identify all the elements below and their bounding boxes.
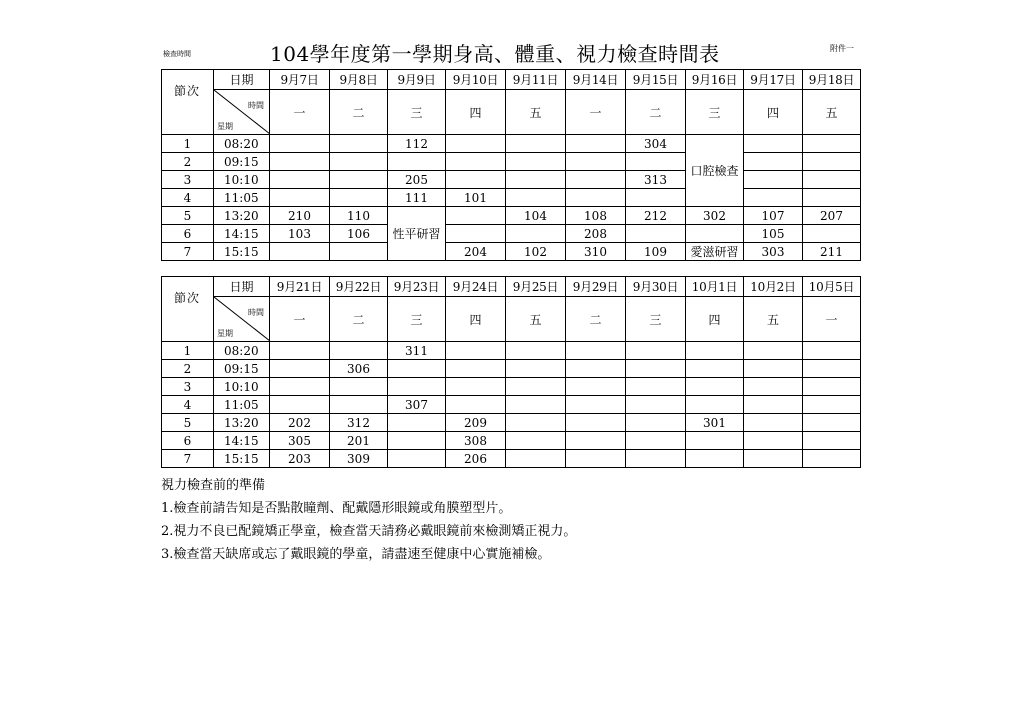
class-cell bbox=[446, 378, 506, 396]
class-cell bbox=[330, 378, 388, 396]
class-cell bbox=[446, 396, 506, 414]
class-cell bbox=[566, 153, 626, 171]
class-cell: 303 bbox=[744, 243, 803, 261]
class-cell bbox=[506, 135, 566, 153]
class-cell: 301 bbox=[686, 414, 744, 432]
weekday-axis-label: 星期 bbox=[217, 122, 233, 131]
class-cell bbox=[626, 360, 686, 378]
weekday-cell: 三 bbox=[388, 90, 446, 135]
class-cell: 204 bbox=[446, 243, 506, 261]
date-cell: 9月30日 bbox=[626, 277, 686, 297]
class-cell bbox=[566, 342, 626, 360]
date-cell: 9月16日 bbox=[686, 70, 744, 90]
class-cell bbox=[388, 153, 446, 171]
period-number: 6 bbox=[162, 225, 214, 243]
table-row bbox=[162, 243, 861, 261]
weekday-cell: 二 bbox=[330, 90, 388, 135]
class-cell: 209 bbox=[446, 414, 506, 432]
class-cell bbox=[803, 135, 861, 153]
table-row bbox=[162, 135, 861, 153]
class-cell bbox=[744, 171, 803, 189]
note-item-2: 2.視力不良已配鏡矯正學童，檢查當天請務必戴眼鏡前來檢測矯正視力。 bbox=[161, 524, 577, 539]
class-cell bbox=[506, 432, 566, 450]
class-cell bbox=[686, 342, 744, 360]
class-cell bbox=[506, 414, 566, 432]
class-cell: 107 bbox=[744, 207, 803, 225]
date-cell: 9月23日 bbox=[388, 277, 446, 297]
note-item-1: 1.檢查前請告知是否點散瞳劑、配戴隱形眼鏡或角膜塑型片。 bbox=[161, 501, 512, 516]
class-cell: 305 bbox=[270, 432, 330, 450]
table-row bbox=[162, 450, 861, 468]
class-cell bbox=[506, 378, 566, 396]
time-axis-label: 時間 bbox=[248, 101, 264, 110]
class-cell bbox=[330, 153, 388, 171]
class-cell: 103 bbox=[270, 225, 330, 243]
table-row bbox=[162, 414, 861, 432]
class-cell bbox=[566, 378, 626, 396]
class-cell bbox=[506, 360, 566, 378]
time-cell: 11:05 bbox=[214, 396, 270, 414]
period-number: 2 bbox=[162, 153, 214, 171]
time-axis-label: 時間 bbox=[248, 308, 264, 317]
table-row bbox=[162, 189, 861, 207]
class-cell: 111 bbox=[388, 189, 446, 207]
weekday-cell: 四 bbox=[446, 90, 506, 135]
class-cell bbox=[506, 189, 566, 207]
page-title: 104學年度第一學期身高、體重、視力檢查時間表 bbox=[270, 42, 720, 66]
class-cell bbox=[566, 396, 626, 414]
class-cell bbox=[626, 378, 686, 396]
class-cell: 212 bbox=[626, 207, 686, 225]
class-cell bbox=[446, 360, 506, 378]
class-cell bbox=[626, 225, 686, 243]
date-cell: 9月15日 bbox=[626, 70, 686, 90]
class-cell bbox=[270, 243, 330, 261]
period-number: 5 bbox=[162, 414, 214, 432]
class-cell: 211 bbox=[803, 243, 861, 261]
table-row bbox=[162, 207, 861, 225]
time-cell: 08:20 bbox=[214, 342, 270, 360]
class-cell: 102 bbox=[506, 243, 566, 261]
period-number: 4 bbox=[162, 396, 214, 414]
class-cell bbox=[803, 414, 861, 432]
class-cell bbox=[744, 360, 803, 378]
class-cell bbox=[626, 450, 686, 468]
class-cell bbox=[446, 135, 506, 153]
class-cell bbox=[566, 450, 626, 468]
notes-heading: 視力檢查前的準備 bbox=[161, 478, 266, 493]
weekday-cell: 三 bbox=[626, 297, 686, 342]
class-cell bbox=[330, 396, 388, 414]
class-cell bbox=[686, 396, 744, 414]
class-cell bbox=[626, 432, 686, 450]
class-cell: 308 bbox=[446, 432, 506, 450]
schedule-table-1 bbox=[161, 69, 861, 261]
attachment-label: 附件一 bbox=[830, 44, 854, 53]
class-cell bbox=[803, 378, 861, 396]
class-cell bbox=[506, 396, 566, 414]
period-number: 6 bbox=[162, 432, 214, 450]
class-cell: 206 bbox=[446, 450, 506, 468]
time-cell: 10:10 bbox=[214, 171, 270, 189]
class-cell: 105 bbox=[744, 225, 803, 243]
class-cell bbox=[566, 135, 626, 153]
class-cell bbox=[803, 432, 861, 450]
class-cell: 302 bbox=[686, 207, 744, 225]
time-cell: 08:20 bbox=[214, 135, 270, 153]
class-cell: 104 bbox=[506, 207, 566, 225]
weekday-cell: 四 bbox=[744, 90, 803, 135]
class-cell bbox=[803, 360, 861, 378]
time-cell: 14:15 bbox=[214, 432, 270, 450]
period-header-label: 節次 bbox=[174, 84, 201, 98]
weekday-header-row bbox=[162, 297, 861, 342]
class-cell bbox=[803, 450, 861, 468]
time-cell: 13:20 bbox=[214, 207, 270, 225]
period-header bbox=[162, 277, 214, 342]
class-cell bbox=[686, 360, 744, 378]
date-cell: 9月8日 bbox=[330, 70, 388, 90]
table-row bbox=[162, 432, 861, 450]
class-cell bbox=[270, 360, 330, 378]
class-cell bbox=[270, 396, 330, 414]
class-cell bbox=[566, 171, 626, 189]
time-cell: 09:15 bbox=[214, 360, 270, 378]
period-number: 5 bbox=[162, 207, 214, 225]
class-cell bbox=[388, 360, 446, 378]
date-cell: 10月1日 bbox=[686, 277, 744, 297]
class-cell: 110 bbox=[330, 207, 388, 225]
class-cell bbox=[626, 189, 686, 207]
class-cell: 311 bbox=[388, 342, 446, 360]
class-cell bbox=[506, 171, 566, 189]
table-row bbox=[162, 153, 861, 171]
date-cell: 10月5日 bbox=[803, 277, 861, 297]
class-cell: 106 bbox=[330, 225, 388, 243]
weekday-cell: 三 bbox=[686, 90, 744, 135]
weekday-cell: 五 bbox=[744, 297, 803, 342]
table-row bbox=[162, 225, 861, 243]
class-cell bbox=[566, 414, 626, 432]
class-cell: 306 bbox=[330, 360, 388, 378]
class-cell bbox=[330, 171, 388, 189]
weekday-cell: 三 bbox=[388, 297, 446, 342]
time-cell: 09:15 bbox=[214, 153, 270, 171]
class-cell bbox=[506, 153, 566, 171]
class-cell bbox=[744, 189, 803, 207]
date-cell: 9月9日 bbox=[388, 70, 446, 90]
period-number: 7 bbox=[162, 243, 214, 261]
period-number: 4 bbox=[162, 189, 214, 207]
class-cell bbox=[686, 378, 744, 396]
notes-section bbox=[161, 474, 576, 566]
weekday-cell: 一 bbox=[566, 90, 626, 135]
period-number: 3 bbox=[162, 171, 214, 189]
class-cell bbox=[270, 153, 330, 171]
class-cell bbox=[803, 153, 861, 171]
schedule-table-2 bbox=[161, 276, 861, 468]
date-cell: 10月2日 bbox=[744, 277, 803, 297]
period-number: 1 bbox=[162, 135, 214, 153]
date-header-row bbox=[162, 277, 861, 297]
class-cell: 304 bbox=[626, 135, 686, 153]
class-cell bbox=[803, 189, 861, 207]
corner-label-left: 檢查時間 bbox=[163, 50, 191, 58]
class-cell bbox=[388, 414, 446, 432]
class-cell: 210 bbox=[270, 207, 330, 225]
period-header bbox=[162, 70, 214, 135]
class-cell bbox=[744, 450, 803, 468]
date-cell: 9月29日 bbox=[566, 277, 626, 297]
class-cell bbox=[330, 243, 388, 261]
weekday-cell: 一 bbox=[270, 90, 330, 135]
class-cell: 207 bbox=[803, 207, 861, 225]
class-cell: 307 bbox=[388, 396, 446, 414]
class-cell bbox=[566, 189, 626, 207]
class-cell bbox=[626, 396, 686, 414]
class-cell bbox=[626, 153, 686, 171]
class-cell bbox=[803, 225, 861, 243]
class-cell bbox=[270, 378, 330, 396]
class-cell bbox=[803, 396, 861, 414]
date-cell: 9月21日 bbox=[270, 277, 330, 297]
class-cell bbox=[686, 225, 744, 243]
time-cell: 15:15 bbox=[214, 450, 270, 468]
class-cell bbox=[626, 414, 686, 432]
class-cell: 202 bbox=[270, 414, 330, 432]
class-cell bbox=[744, 414, 803, 432]
class-cell: 201 bbox=[330, 432, 388, 450]
class-cell bbox=[446, 171, 506, 189]
class-cell bbox=[506, 342, 566, 360]
weekday-cell: 一 bbox=[803, 297, 861, 342]
class-cell bbox=[330, 189, 388, 207]
class-cell bbox=[270, 189, 330, 207]
class-cell bbox=[803, 342, 861, 360]
class-cell bbox=[744, 396, 803, 414]
class-cell: 101 bbox=[446, 189, 506, 207]
class-cell bbox=[446, 153, 506, 171]
class-cell bbox=[506, 450, 566, 468]
time-cell: 13:20 bbox=[214, 414, 270, 432]
period-number: 2 bbox=[162, 360, 214, 378]
class-cell bbox=[744, 153, 803, 171]
weekday-cell: 二 bbox=[626, 90, 686, 135]
class-cell bbox=[446, 207, 506, 225]
time-cell: 10:10 bbox=[214, 378, 270, 396]
merged-cell-gender-study: 性平研習 bbox=[388, 207, 446, 261]
table-row bbox=[162, 396, 861, 414]
class-cell bbox=[446, 225, 506, 243]
class-cell bbox=[330, 135, 388, 153]
class-cell bbox=[270, 135, 330, 153]
class-cell bbox=[388, 378, 446, 396]
diagonal-header-cell bbox=[214, 90, 270, 135]
class-cell bbox=[270, 171, 330, 189]
date-cell: 9月10日 bbox=[446, 70, 506, 90]
weekday-cell: 二 bbox=[566, 297, 626, 342]
class-cell bbox=[744, 342, 803, 360]
date-cell: 9月7日 bbox=[270, 70, 330, 90]
period-number: 3 bbox=[162, 378, 214, 396]
table-row bbox=[162, 171, 861, 189]
period-header-label: 節次 bbox=[174, 291, 201, 305]
class-cell: 310 bbox=[566, 243, 626, 261]
class-cell bbox=[446, 342, 506, 360]
note-item-3: 3.檢查當天缺席或忘了戴眼鏡的學童，請盡速至健康中心實施補檢。 bbox=[161, 547, 551, 562]
time-cell: 14:15 bbox=[214, 225, 270, 243]
table-row bbox=[162, 342, 861, 360]
weekday-header-row bbox=[162, 90, 861, 135]
weekday-cell: 二 bbox=[330, 297, 388, 342]
class-cell bbox=[803, 171, 861, 189]
table-row bbox=[162, 378, 861, 396]
class-cell: 108 bbox=[566, 207, 626, 225]
date-cell: 9月24日 bbox=[446, 277, 506, 297]
time-cell: 11:05 bbox=[214, 189, 270, 207]
class-cell bbox=[270, 342, 330, 360]
date-cell: 9月17日 bbox=[744, 70, 803, 90]
class-cell: 208 bbox=[566, 225, 626, 243]
date-cell: 9月22日 bbox=[330, 277, 388, 297]
time-cell: 15:15 bbox=[214, 243, 270, 261]
weekday-cell: 一 bbox=[270, 297, 330, 342]
date-cell: 9月18日 bbox=[803, 70, 861, 90]
class-cell bbox=[626, 342, 686, 360]
class-cell: 205 bbox=[388, 171, 446, 189]
weekday-cell: 五 bbox=[506, 90, 566, 135]
class-cell bbox=[566, 432, 626, 450]
merged-cell-oral-check: 口腔檢查 bbox=[686, 135, 744, 207]
date-cell: 9月25日 bbox=[506, 277, 566, 297]
class-cell bbox=[506, 225, 566, 243]
weekday-cell: 五 bbox=[506, 297, 566, 342]
class-cell bbox=[566, 360, 626, 378]
date-header-label: 日期 bbox=[214, 70, 270, 90]
class-cell bbox=[744, 135, 803, 153]
diagonal-header-cell bbox=[214, 297, 270, 342]
weekday-cell: 五 bbox=[803, 90, 861, 135]
date-cell: 9月11日 bbox=[506, 70, 566, 90]
class-cell: 112 bbox=[388, 135, 446, 153]
class-cell: 愛滋研習 bbox=[686, 243, 744, 261]
date-header-row bbox=[162, 70, 861, 90]
weekday-axis-label: 星期 bbox=[217, 329, 233, 338]
class-cell bbox=[686, 450, 744, 468]
period-number: 7 bbox=[162, 450, 214, 468]
class-cell bbox=[686, 432, 744, 450]
class-cell: 109 bbox=[626, 243, 686, 261]
class-cell bbox=[388, 450, 446, 468]
period-number: 1 bbox=[162, 342, 214, 360]
class-cell bbox=[330, 342, 388, 360]
class-cell: 312 bbox=[330, 414, 388, 432]
class-cell bbox=[388, 432, 446, 450]
date-cell: 9月14日 bbox=[566, 70, 626, 90]
class-cell bbox=[744, 378, 803, 396]
class-cell: 313 bbox=[626, 171, 686, 189]
date-header-label: 日期 bbox=[214, 277, 270, 297]
class-cell: 203 bbox=[270, 450, 330, 468]
weekday-cell: 四 bbox=[686, 297, 744, 342]
class-cell bbox=[744, 432, 803, 450]
class-cell: 309 bbox=[330, 450, 388, 468]
table-row bbox=[162, 360, 861, 378]
weekday-cell: 四 bbox=[446, 297, 506, 342]
